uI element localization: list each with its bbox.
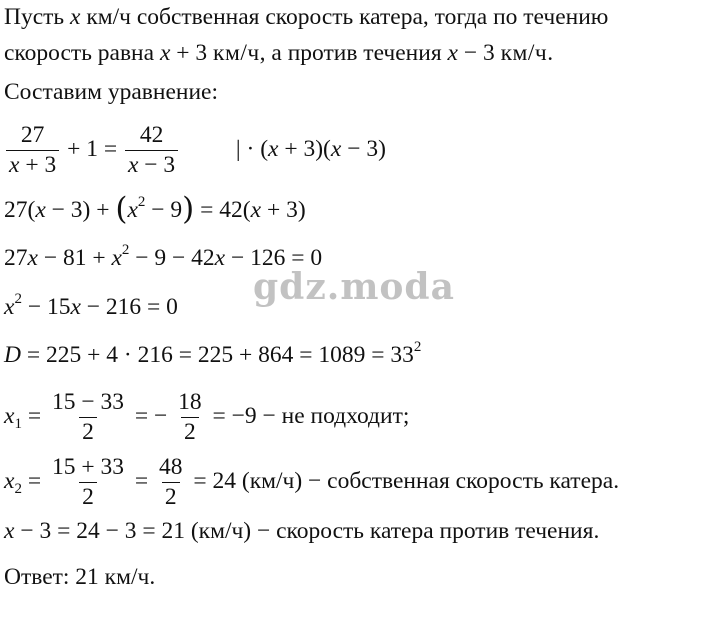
unit: км/ч. (500, 40, 554, 66)
variable-x: x (330, 136, 342, 162)
text: км/ч собственная скорость катера, тогда по течению (80, 4, 609, 30)
text: − 15 (21, 294, 71, 320)
line-12-answer (4, 562, 155, 592)
text: − 126 = 0 (225, 245, 323, 271)
unit: км/ч (213, 40, 260, 66)
text: = (134, 468, 154, 494)
text: = 42( (194, 197, 251, 223)
fraction (175, 388, 205, 446)
numerator: 27 (20, 121, 45, 148)
watermark-logo: gdz.moda (253, 266, 455, 308)
numerator: 42 (139, 121, 164, 148)
variable-x: x (111, 245, 122, 271)
numerator: 18 (178, 388, 202, 415)
denominator: 2 (79, 417, 97, 445)
text: − 216 = 0 (80, 294, 178, 320)
line-1 (4, 2, 608, 32)
text: = −9 − не подходит; (212, 403, 410, 429)
exponent: 2 (137, 194, 146, 210)
text: − 3 = 24 − 3 = 21 (км/ч) − скорость катера против течения. (14, 518, 600, 544)
paren-open: ( (115, 191, 128, 227)
text: − 9 − 42 (129, 245, 215, 271)
multiplier: | · ( (235, 136, 269, 162)
text: скорость равна (4, 40, 160, 66)
text: + 3 (170, 40, 214, 66)
variable-x: x (70, 294, 81, 320)
variable-x: x (27, 245, 38, 271)
line-3 (4, 77, 218, 107)
text: + 1 = (67, 136, 118, 162)
text: = − (134, 403, 174, 429)
numerator: 48 (158, 453, 183, 480)
text: = (21, 403, 47, 429)
variable-x: x (127, 197, 138, 223)
text: − 3 (138, 152, 176, 179)
line-5 (4, 191, 306, 227)
text: − 3 (457, 40, 501, 66)
text: + 3 (19, 152, 57, 179)
text: + 3)( (278, 136, 331, 162)
subscript: 2 (14, 481, 22, 497)
line-2 (4, 38, 554, 68)
variable-x: x (4, 294, 15, 320)
variable-x: x (159, 40, 171, 66)
line-7 (4, 292, 178, 322)
line-10-root-2 (4, 448, 619, 514)
fraction (49, 388, 127, 446)
variable-x: x (35, 197, 46, 223)
text: − 3) + (45, 197, 116, 223)
text: − 9 (145, 197, 183, 223)
line-11 (4, 516, 599, 546)
subscript: 1 (14, 416, 22, 432)
line-9-root-1 (4, 383, 409, 449)
variable-x: x (4, 518, 15, 544)
variable-x: x (268, 136, 279, 162)
fraction-42 (125, 121, 178, 179)
denominator (6, 150, 59, 178)
variable-x: x (4, 468, 15, 494)
fraction-27 (6, 121, 59, 179)
text: − 81 + (37, 245, 112, 271)
exponent: 2 (413, 339, 422, 355)
denominator (125, 150, 178, 178)
denominator: 2 (181, 417, 199, 445)
numerator: 15 + 33 (51, 453, 124, 480)
variable-x: x (127, 152, 139, 179)
exponent: 2 (121, 242, 130, 258)
text: = 225 + 4 · 216 = 225 + 864 = 1089 = 33 (20, 342, 414, 368)
line-4-equation (4, 118, 386, 180)
variable-x: x (4, 403, 15, 429)
text: − 3) (341, 136, 386, 162)
fraction (49, 453, 127, 511)
variable-x: x (447, 40, 458, 66)
fraction (156, 453, 186, 511)
numerator: 15 − 33 (51, 388, 124, 415)
exponent: 2 (14, 291, 22, 307)
text: 27( (4, 197, 36, 223)
text: , а против течения (259, 40, 448, 66)
answer: Ответ: 21 км/ч. (4, 564, 156, 590)
variable-x: x (9, 152, 20, 179)
text: = (21, 468, 47, 494)
text: + 3) (261, 197, 306, 223)
variable-x: x (250, 197, 262, 223)
text: 27 (4, 245, 28, 271)
text: = 24 (км/ч) − собственная скорость катера. (193, 468, 620, 494)
denominator: 2 (79, 482, 97, 510)
denominator: 2 (162, 482, 180, 510)
variable-x: x (214, 245, 226, 271)
variable-x: x (70, 4, 81, 30)
paren-close: ) (182, 191, 195, 227)
heading-equation: Составим уравнение: (4, 79, 218, 105)
line-8-discriminant (4, 340, 421, 370)
text: Пусть (4, 4, 71, 30)
variable-d: D (4, 342, 21, 368)
